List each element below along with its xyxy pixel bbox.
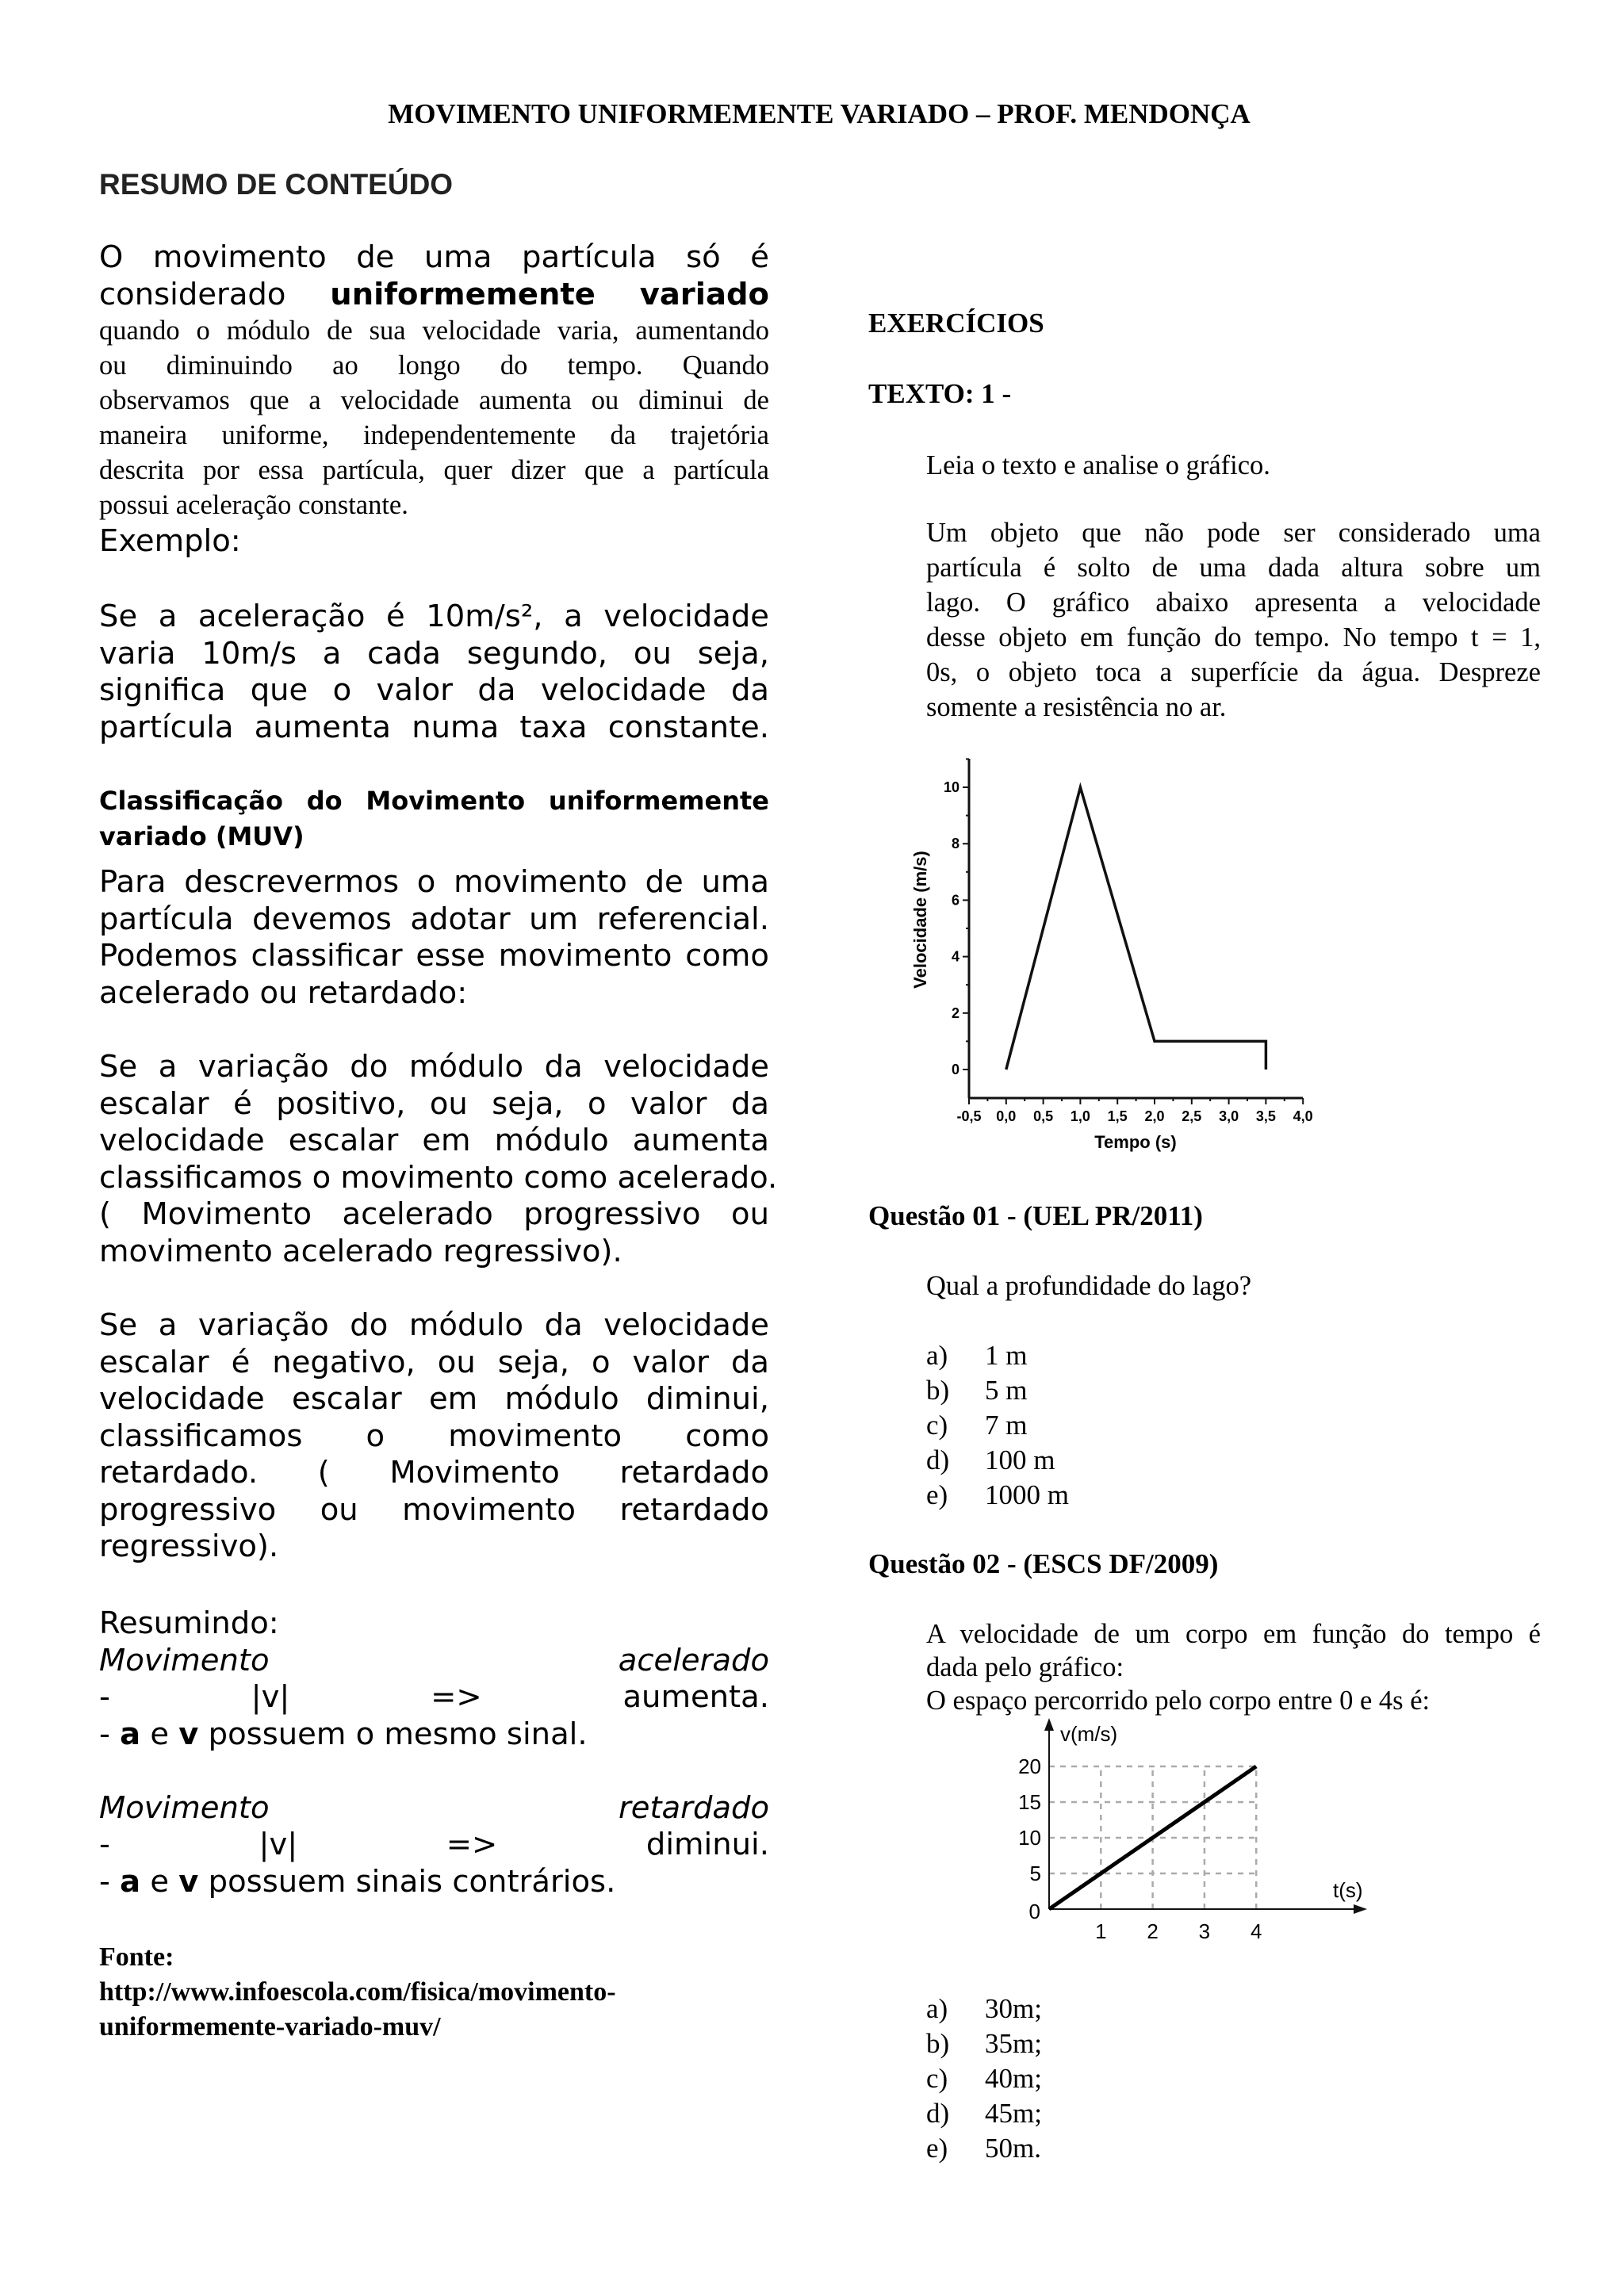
text: considerado — [99, 276, 286, 312]
option-text: 35m; — [985, 2028, 1042, 2059]
text-line: quando o módulo de sua velocidade varia, aumentando — [99, 316, 769, 346]
text-line — [99, 277, 769, 314]
text: |v| — [251, 1679, 290, 1715]
text-line: O movimento de uma partícula só é — [99, 239, 769, 275]
y-tick-label: 20 — [1018, 1755, 1041, 1778]
text-line: somente a resistência no ar. — [926, 692, 1227, 722]
summary-line — [99, 1864, 769, 1901]
question-2-options — [926, 1992, 1541, 2166]
text-line: partícula é solto de uma dada altura sobre um — [926, 553, 1541, 583]
summary-label: Resumindo: — [99, 1605, 279, 1641]
instruction: Leia o texto e analise o gráfico. — [926, 450, 1270, 480]
velocity-line — [1006, 787, 1266, 1070]
text-label: TEXTO: 1 - — [868, 378, 1012, 409]
page-title: MOVIMENTO UNIFORMEMENTE VARIADO – PROF. MENDONÇA — [388, 98, 1251, 129]
option-letter: d) — [926, 2098, 950, 2129]
text: => — [446, 1827, 498, 1862]
text-line: escalar é positivo, ou seja, o valor da — [99, 1085, 769, 1122]
option-letter: b) — [926, 1375, 950, 1406]
intro-paragraph — [99, 313, 769, 522]
accelerated-paragraph — [99, 1049, 778, 1270]
option-letter: c) — [926, 2063, 948, 2094]
option-letter: b) — [926, 2028, 950, 2059]
text-line: acelerado ou retardado: — [99, 974, 468, 1011]
text: possuem sinais contrários. — [198, 1863, 616, 1900]
y-axis-title: v(m/s) — [1060, 1722, 1118, 1746]
text-line: lago. O gráfico abaixo apresenta a velocidade — [926, 587, 1541, 618]
text: - — [99, 1863, 121, 1900]
option-letter: c) — [926, 1410, 948, 1441]
y-axis-arrow-icon — [1044, 1718, 1054, 1731]
text-line: progressivo ou movimento retardado — [99, 1491, 769, 1528]
option-text: 7 m — [985, 1410, 1028, 1441]
x-tick-label: 3,0 — [1219, 1108, 1239, 1124]
text-line: A velocidade de um corpo em função do tempo é — [926, 1619, 1541, 1649]
question-2-prompt — [926, 1617, 1541, 1684]
option-letter: e) — [926, 1479, 948, 1510]
text: retardado — [618, 1789, 769, 1826]
x-tick-label: 0,0 — [996, 1108, 1017, 1124]
answer-option[interactable] — [926, 2026, 1541, 2061]
text-line: Se a variação do módulo da velocidade — [99, 1049, 769, 1085]
summary-line — [99, 1827, 769, 1864]
answer-option[interactable] — [926, 1992, 1541, 2026]
text-line: velocidade escalar em módulo aumenta — [99, 1123, 769, 1158]
retarded-paragraph — [99, 1307, 769, 1566]
option-letter: a) — [926, 1993, 948, 2024]
x-tick-label: 1,0 — [1070, 1108, 1090, 1124]
text-line: classificamos o movimento como acelerado. — [99, 1159, 778, 1196]
text: possuem o mesmo sinal. — [198, 1716, 588, 1752]
summary-retarded-title — [99, 1790, 769, 1827]
option-text: 50m. — [985, 2133, 1041, 2164]
text: v — [178, 1863, 199, 1900]
text: - — [99, 1679, 110, 1715]
text-line: Se a variação do módulo da velocidade — [99, 1307, 769, 1343]
text-line: classificamos o movimento como — [99, 1418, 769, 1454]
x-axis-title: Tempo (s) — [1094, 1132, 1177, 1152]
option-text: 30m; — [985, 1993, 1042, 2024]
velocity-line — [1049, 1766, 1256, 1909]
y-tick-label: 4 — [951, 948, 959, 965]
text: a — [120, 1716, 141, 1752]
option-text: 45m; — [985, 2098, 1042, 2129]
text-line: desse objeto em função do tempo. No tempo t = 1, — [926, 622, 1541, 652]
y-axis-title: Velocidade (m/s) — [910, 851, 930, 989]
option-letter: e) — [926, 2133, 948, 2164]
text-line: observamos que a velocidade aumenta ou diminui de — [99, 385, 769, 415]
text: e — [140, 1716, 179, 1752]
text: aumenta. — [622, 1679, 769, 1715]
y-tick-label: 6 — [951, 892, 959, 909]
y-tick-label: 0 — [951, 1062, 959, 1077]
y-tick-label: 10 — [943, 779, 959, 795]
text-line: regressivo). — [99, 1529, 279, 1564]
summary-line — [99, 1716, 769, 1754]
source-label: Fonte: — [99, 1942, 174, 1972]
example-paragraph — [99, 599, 769, 746]
summary — [99, 1605, 769, 1900]
text: Movimento — [99, 1789, 270, 1826]
answer-option[interactable] — [926, 2096, 1541, 2131]
text-line: significa que o valor da velocidade da — [99, 672, 769, 708]
answer-option[interactable] — [926, 2061, 1541, 2096]
text-line: partícula aumenta numa taxa constante. — [99, 709, 769, 745]
option-text: 40m; — [985, 2063, 1042, 2094]
answer-option[interactable] — [926, 1338, 1541, 1373]
x-tick-label: 4 — [1250, 1919, 1262, 1943]
text-line: Um objeto que não pode ser considerado uma — [926, 518, 1541, 548]
text: Movimento — [99, 1642, 270, 1678]
text: |v| — [259, 1827, 298, 1862]
classification-title — [99, 783, 769, 855]
text-line: varia 10m/s a cada segundo, ou seja, — [99, 635, 769, 672]
x-tick-label: 1 — [1095, 1919, 1107, 1943]
x-tick-label: 3,5 — [1255, 1108, 1276, 1124]
x-tick-label: 3 — [1198, 1919, 1211, 1943]
text-line: 0s, o objeto toca a superfície da água. Despreze — [926, 657, 1541, 687]
x-tick-label: 2,0 — [1144, 1108, 1165, 1124]
text: e — [140, 1863, 179, 1900]
text-line: variado (MUV) — [99, 821, 304, 851]
text-line: descrita por essa partícula, quer dizer que a partícula — [99, 455, 769, 485]
spacer — [99, 1753, 769, 1790]
x-axis-arrow-icon — [1354, 1904, 1367, 1914]
text: - — [99, 1716, 121, 1752]
text-line: Para descrevermos o movimento de uma — [99, 864, 769, 900]
text-line: movimento acelerado regressivo). — [99, 1233, 622, 1269]
example-label: Exemplo: — [99, 523, 241, 559]
x-tick-label: 4,0 — [1293, 1108, 1313, 1124]
text: diminui. — [645, 1827, 769, 1862]
text-line: possui aceleração constante. — [99, 490, 408, 520]
text: v — [178, 1716, 199, 1752]
summary-accelerated-title — [99, 1643, 769, 1680]
x-tick-label: 0,5 — [1033, 1108, 1054, 1124]
y-tick-label: 8 — [951, 836, 959, 852]
source-link[interactable]: http://www.infoescola.com/fisica/movimento- — [99, 1977, 616, 2007]
text-line: dada pelo gráfico: — [926, 1652, 1124, 1682]
text-line: Classificação do Movimento uniformemente — [99, 786, 769, 816]
text-line: escalar é negativo, ou seja, o valor da — [99, 1344, 769, 1380]
answer-option[interactable] — [926, 1443, 1541, 1478]
text: - — [99, 1827, 110, 1862]
option-text: 1 m — [985, 1340, 1028, 1371]
answer-option[interactable] — [926, 1408, 1541, 1443]
text-line: velocidade escalar em módulo diminui, — [99, 1381, 769, 1417]
text-line: Podemos classificar esse movimento como — [99, 938, 769, 974]
question-1-title: Questão 01 - (UEL PR/2011) — [868, 1200, 1203, 1231]
text: acelerado — [618, 1642, 769, 1678]
y-tick-label: 15 — [1018, 1790, 1041, 1814]
option-text: 5 m — [985, 1375, 1028, 1406]
option-text: 100 m — [985, 1445, 1055, 1475]
text-line: Se a aceleração é 10m/s², a velocidade — [99, 599, 769, 634]
x-tick-label: 2,5 — [1182, 1108, 1202, 1124]
text: a — [120, 1863, 141, 1900]
text-line: partícula devemos adotar um referencial. — [99, 901, 769, 937]
classification-paragraph — [99, 864, 769, 1012]
section-title: RESUMO DE CONTEÚDO — [99, 168, 454, 201]
y-tick-label: 2 — [951, 1004, 959, 1021]
y-tick-label: 5 — [1029, 1862, 1041, 1885]
bold-term: variado — [639, 276, 769, 312]
exercises-title: EXERCÍCIOS — [868, 308, 1044, 339]
intro-sans — [99, 239, 769, 313]
option-text: 1000 m — [985, 1479, 1069, 1510]
x-axis-title: t(s) — [1333, 1878, 1363, 1902]
question-1-prompt: Qual a profundidade do lago? — [926, 1271, 1252, 1301]
text: => — [431, 1679, 482, 1715]
bold-term: uniformemente — [330, 276, 596, 312]
question-2-title: Questão 02 - (ESCS DF/2009) — [868, 1548, 1219, 1579]
answer-option[interactable] — [926, 1478, 1541, 1513]
text-line: retardado. ( Movimento retardado — [99, 1455, 769, 1490]
answer-option[interactable] — [926, 2131, 1541, 2166]
question-2-prompt-block — [926, 1617, 1541, 1717]
option-letter: a) — [926, 1340, 948, 1371]
x-tick-label: 1,5 — [1107, 1108, 1128, 1124]
x-tick-label: 2 — [1147, 1919, 1159, 1943]
text-line: maneira uniforme, independentemente da trajetória — [99, 420, 769, 450]
question-1-options — [926, 1338, 1541, 1513]
y-tick-label: 0 — [1028, 1900, 1040, 1923]
text-line: ( Movimento acelerado progressivo ou — [99, 1196, 769, 1232]
x-tick-label: -0,5 — [956, 1108, 982, 1124]
summary-line — [99, 1679, 769, 1716]
question-2-prompt-2: O espaço percorrido pelo corpo entre 0 e 4s é: — [926, 1686, 1431, 1716]
text-line: ou diminuindo ao longo do tempo. Quando — [99, 350, 769, 381]
text-paragraph — [926, 515, 1541, 725]
answer-option[interactable] — [926, 1373, 1541, 1408]
option-letter: d) — [926, 1445, 950, 1475]
source — [99, 1940, 769, 2045]
y-tick-label: 10 — [1018, 1826, 1041, 1850]
source-link[interactable]: uniformemente-variado-muv/ — [99, 2012, 441, 2042]
